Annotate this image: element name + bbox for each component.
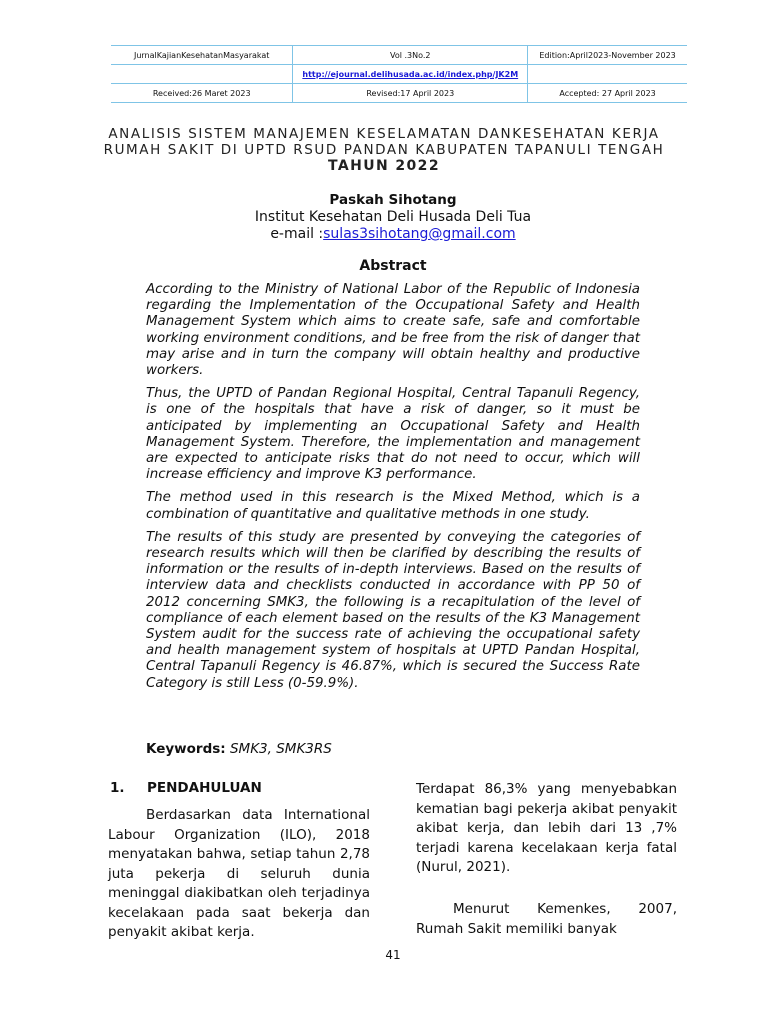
author-name: Paskah Sihotang: [329, 192, 457, 208]
keywords-label: Keywords:: [146, 741, 226, 757]
received-date: Received:26 Maret 2023: [111, 84, 293, 103]
section-number: 1.: [110, 780, 125, 796]
body-left-paragraph: Berdasarkan data International Labour Organization (ILO), 2018 menyatakan bahwa, setiap tahun 2,78 juta pekerja di seluruh dunia meninggal diakibatkan oleh terjadinya kecelakaan pada saat bekerja dan penyakit akibat kerja.: [108, 807, 370, 940]
author-email-line: [9, 226, 768, 242]
keywords-line: [146, 741, 332, 757]
email-label: e-mail :: [270, 226, 324, 242]
author-affiliation: Institut Kesehatan Deli Husada Deli Tua: [254, 209, 532, 225]
journal-name: JurnalKajianKesehatanMasyarakat: [111, 46, 293, 65]
keywords-value: SMK3, SMK3RS: [229, 741, 332, 757]
abstract-paragraph: Thus, the UPTD of Pandan Regional Hospital, Central Tapanuli Regency, is one of the hospitals that have a risk of danger, so it must be anticipated by implementing an Occupational Safety and Health Management System. Therefore, the implementation and management are expected to anticipate risks that do not need to occur, which will increase efficiency and improve K3 performance.: [146, 386, 640, 483]
revised-date: Revised:17 April 2023: [293, 84, 528, 103]
body-right-paragraph-2: Menurut Kemenkes, 2007, Rumah Sakit memiliki banyak: [416, 901, 677, 937]
journal-header-table: [111, 45, 687, 103]
abstract-heading: Abstract: [359, 258, 427, 274]
paper-title-line-1: ANALISIS SISTEM MANAJEMEN KESELAMATAN DANKESEHATAN KERJA: [108, 126, 660, 142]
abstract-paragraph: The results of this study are presented by conveying the categories of research results which will then be clarified by describing the results of information or the results of in-depth interviews. Based on the results of interview data and checklists conducted in accordance with PP 50 of 2012 concerning SMK3, the following is a recapitulation of the level of compliance of each element based on the results of the K3 Management System audit for the success rate of achieving the occupational safety and health management system of hospitals at UPTD Pandan Hospital, Central Tapanuli Regency is 46.87%, which is secured the Success Rate Category is still Less (0-59.9%).: [146, 529, 640, 691]
section-heading: [110, 780, 262, 796]
journal-volume: Vol .3No.2: [293, 46, 528, 65]
abstract-body: [146, 282, 640, 699]
paper-title-line-2: RUMAH SAKIT DI UPTD RSUD PANDAN KABUPATEN TAPANULI TENGAH: [103, 142, 665, 158]
paper-title-line-3: TAHUN 2022: [328, 158, 440, 174]
abstract-paragraph: The method used in this research is the Mixed Method, which is a combination of quantitative and qualitative methods in one study.: [146, 490, 640, 522]
accepted-date: Accepted: 27 April 2023: [528, 84, 687, 103]
journal-url-link[interactable]: http://ejournal.delihusada.ac.id/index.php/JK2M: [293, 65, 528, 84]
page-number: 41: [385, 948, 401, 962]
journal-edition: Edition:April2023-November 2023: [528, 46, 687, 65]
email-link[interactable]: sulas3sihotang@gmail.com: [323, 226, 516, 242]
section-title: PENDAHULUAN: [147, 780, 262, 796]
body-right-paragraph-1: Terdapat 86,3% yang menyebabkan kematian bagi pekerja akibat penyakit akibat kerja, dan lebih dari 13 ,7% terjadi karena kecelakaan kerja fatal (Nurul, 2021).: [416, 781, 677, 875]
abstract-paragraph: According to the Ministry of National Labor of the Republic of Indonesia regarding the Implementation of the Occupational Safety and Health Management System which aims to create safe, safe and comfortable working environment conditions, and be free from the risk of danger that may arise and in turn the company will obtain healthy and productive workers.: [146, 282, 640, 379]
